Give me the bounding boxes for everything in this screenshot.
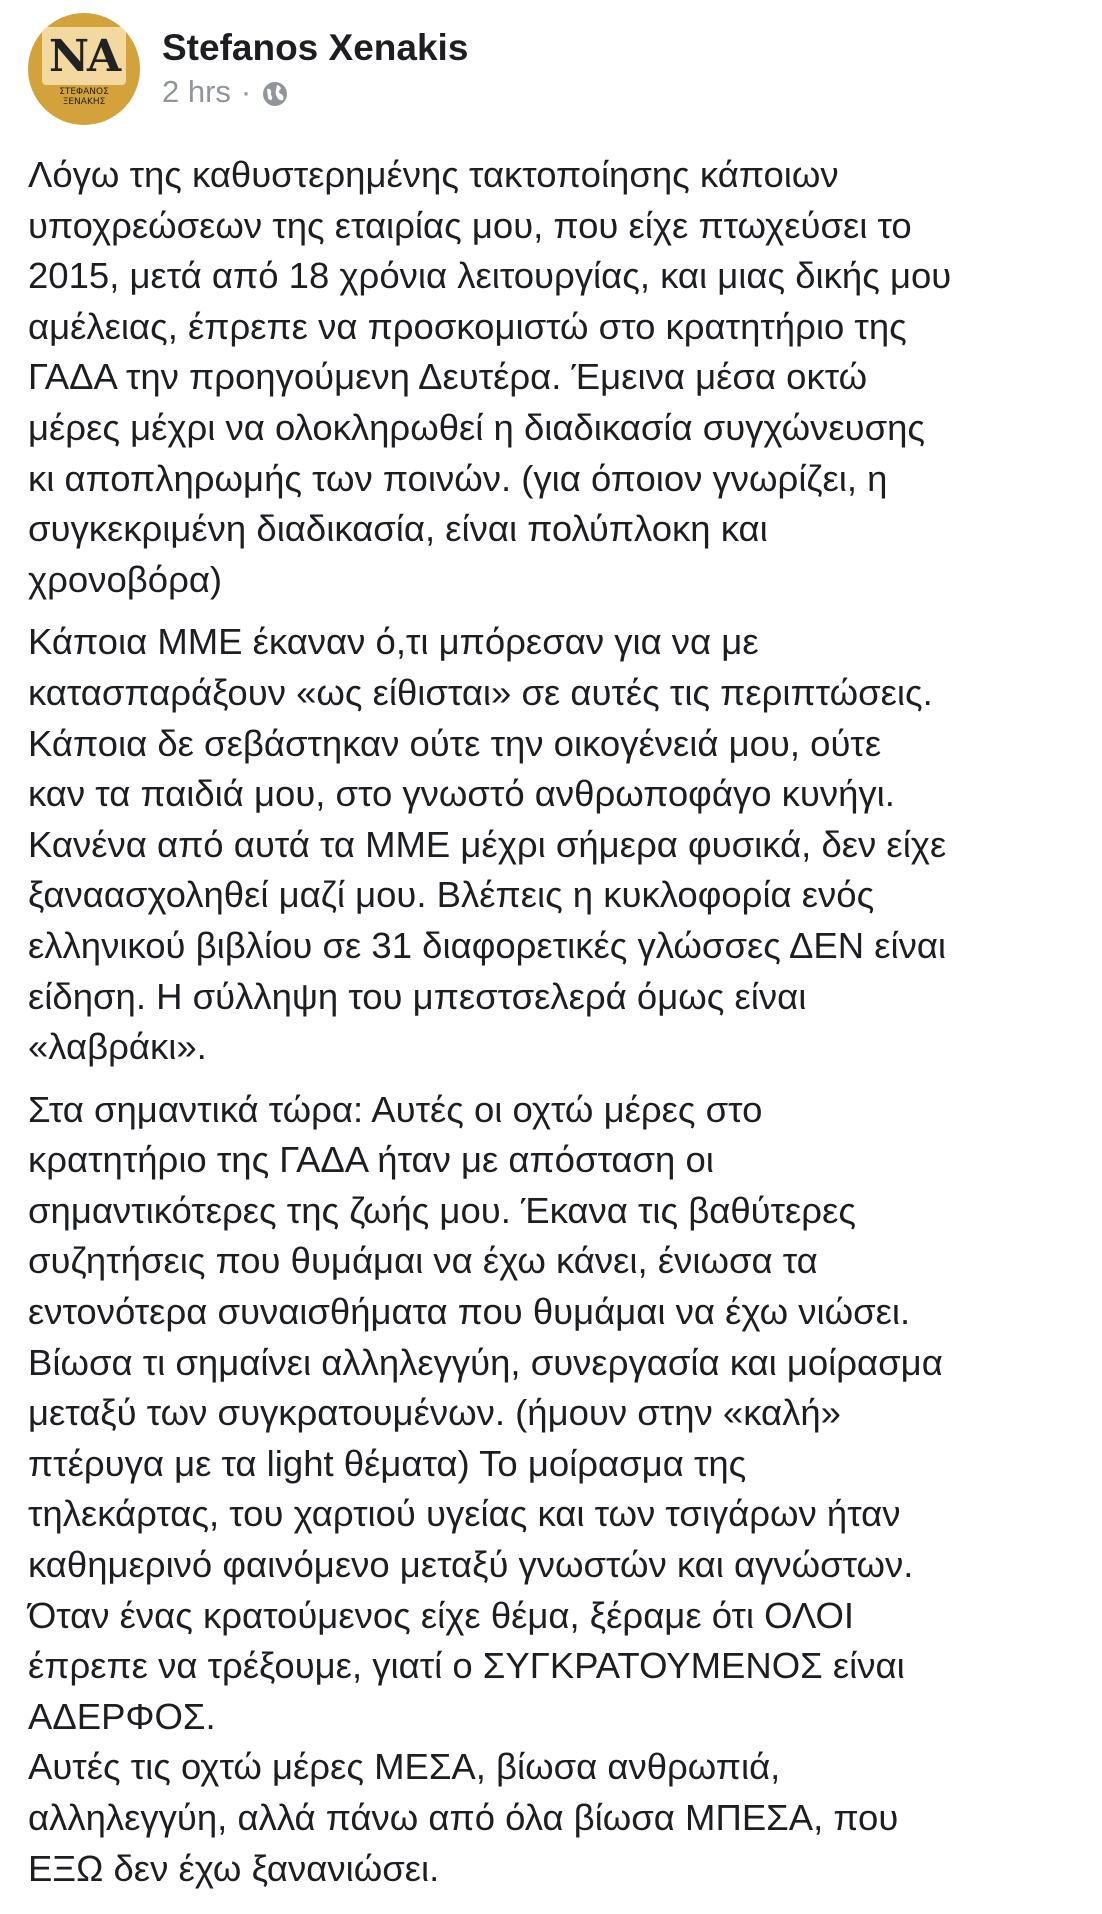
author-name[interactable]: Stefanos Xenakis	[162, 27, 469, 68]
post-text-line: χρονοβόρα)	[28, 558, 223, 600]
post-text-line: ΑΔΕΡΦΟΣ.	[28, 1695, 216, 1737]
post-text-line: Κάποια δε σεβάστηκαν ούτε την οικογένειά μου, ούτε	[28, 722, 882, 764]
post-text-line: Όταν ένας κρατούμενος είχε θέμα, ξέραμε ότι ΟΛΟΙ	[28, 1594, 855, 1636]
post-text-line: καν τα παιδιά μου, στο γνωστό ανθρωποφάγο κυνήγι.	[28, 773, 895, 815]
avatar-caption-line-2: ΞΕΝΑΚΗΣ	[62, 97, 106, 107]
globe-icon[interactable]	[261, 78, 289, 106]
post-text-line: καθημερινό φαινόμενο μεταξύ γνωστών και αγνώστων.	[28, 1544, 914, 1586]
post-text-line: ξαναασχοληθεί μαζί μου. Βλέπεις η κυκλοφορία ενός	[28, 874, 875, 916]
post-paragraph	[28, 150, 1088, 605]
post-text-line: ΕΞΩ δεν έχω ξανανιώσει.	[28, 1847, 440, 1889]
post-paragraph	[28, 1085, 1088, 1895]
post-text-line: «λαβράκι».	[28, 1026, 207, 1068]
avatar-caption-line-1: ΣΤΕΦΑΝΟΣ	[59, 87, 109, 97]
post-text-line: τηλεκάρτας, του χαρτιού υγείας και των τσιγάρων ήταν	[28, 1493, 901, 1535]
post-paragraph	[28, 617, 1088, 1072]
post-text-line: Λόγω της καθυστερημένης τακτοποίησης κάποιων	[28, 154, 839, 195]
post-text-line: εντονότερα συναισθήματα που θυμάμαι να έχω νιώσει.	[28, 1291, 911, 1333]
post-text-line: συγκεκριμένη διαδικασία, είναι πολύπλοκη και	[28, 508, 768, 550]
post-text-line: 2015, μετά από 18 χρόνια λειτουργίας, και μιας δικής μου	[28, 255, 952, 297]
post-text-line: υποχρεώσεων της εταιρίας μου, που είχε πτωχεύσει το	[28, 204, 912, 246]
avatar-caption	[42, 87, 126, 107]
post-text-line: έπρεπε να τρέξουμε, γιατί ο ΣΥΓΚΡΑΤΟΥΜΕΝΟΣ είναι	[28, 1645, 905, 1687]
post-text-line: σημαντικότερες της ζωής μου. Έκανα τις βαθύτερες	[28, 1189, 856, 1231]
post-header	[28, 14, 468, 124]
post-text-line: Κανένα από αυτά τα ΜΜΕ μέχρι σήμερα φυσικά, δεν είχε	[28, 823, 947, 865]
post-text-line: κατασπαράξουν «ως είθισται» σε αυτές τις περιπτώσεις.	[28, 671, 933, 713]
post-text-line: ελληνικού βιβλίου σε 31 διαφορετικές γλώσσες ΔΕΝ είναι	[28, 924, 947, 966]
post-text-line: ΓΑΔΑ την προηγούμενη Δευτέρα. Έμεινα μέσα οκτώ	[28, 356, 868, 398]
post-timestamp[interactable]: 2 hrs	[162, 74, 231, 109]
post-text-line: Στα σημαντικά τώρα: Αυτές οι οχτώ μέρες στο	[28, 1088, 763, 1130]
post-text-line: είδηση. Η σύλληψη του μπεστσελερά όμως είναι	[28, 975, 807, 1017]
post-text-line: πτέρυγα με τα light θέματα) Το μοίρασμα της	[28, 1442, 747, 1484]
post-subline	[162, 72, 468, 112]
post-text-line: αλληλεγγύη, αλλά πάνω από όλα βίωσα ΜΠΕΣΑ, που	[28, 1797, 899, 1838]
post-text-line: αμέλειας, έπρεπε να προσκομιστώ στο κρατητήριο της	[28, 305, 907, 347]
separator-dot: ·	[240, 74, 252, 109]
post-text-line: μεταξύ των συγκρατουμένων. (ήμουν στην «καλή»	[28, 1392, 841, 1434]
post-meta	[162, 26, 468, 112]
post-text-line: συζητήσεις που θυμάμαι να έχω κάνει, ένιωσα τα	[28, 1240, 818, 1282]
post-text-line: Κάποια ΜΜΕ έκαναν ό,τι μπόρεσαν για να με	[28, 621, 759, 663]
post-text-line: κρατητήριο της ΓΑΔΑ ήταν με απόσταση οι	[28, 1139, 714, 1181]
avatar-logo-text: NA	[42, 27, 126, 85]
post-text-line: μέρες μέχρι να ολοκληρωθεί η διαδικασία συγχώνευσης	[28, 406, 926, 448]
post-text-line: Αυτές τις οχτώ μέρες ΜΕΣΑ, βίωσα ανθρωπιά,	[28, 1746, 781, 1788]
avatar[interactable]	[28, 13, 140, 125]
post-body	[28, 150, 1088, 1906]
post-text-line: Βίωσα τι σημαίνει αλληλεγγύη, συνεργασία και μοίρασμα	[28, 1341, 943, 1383]
avatar-logo	[28, 13, 140, 125]
post-text-line: κι αποπληρωμής των ποινών. (για όποιον γνωρίζει, η	[28, 457, 888, 499]
